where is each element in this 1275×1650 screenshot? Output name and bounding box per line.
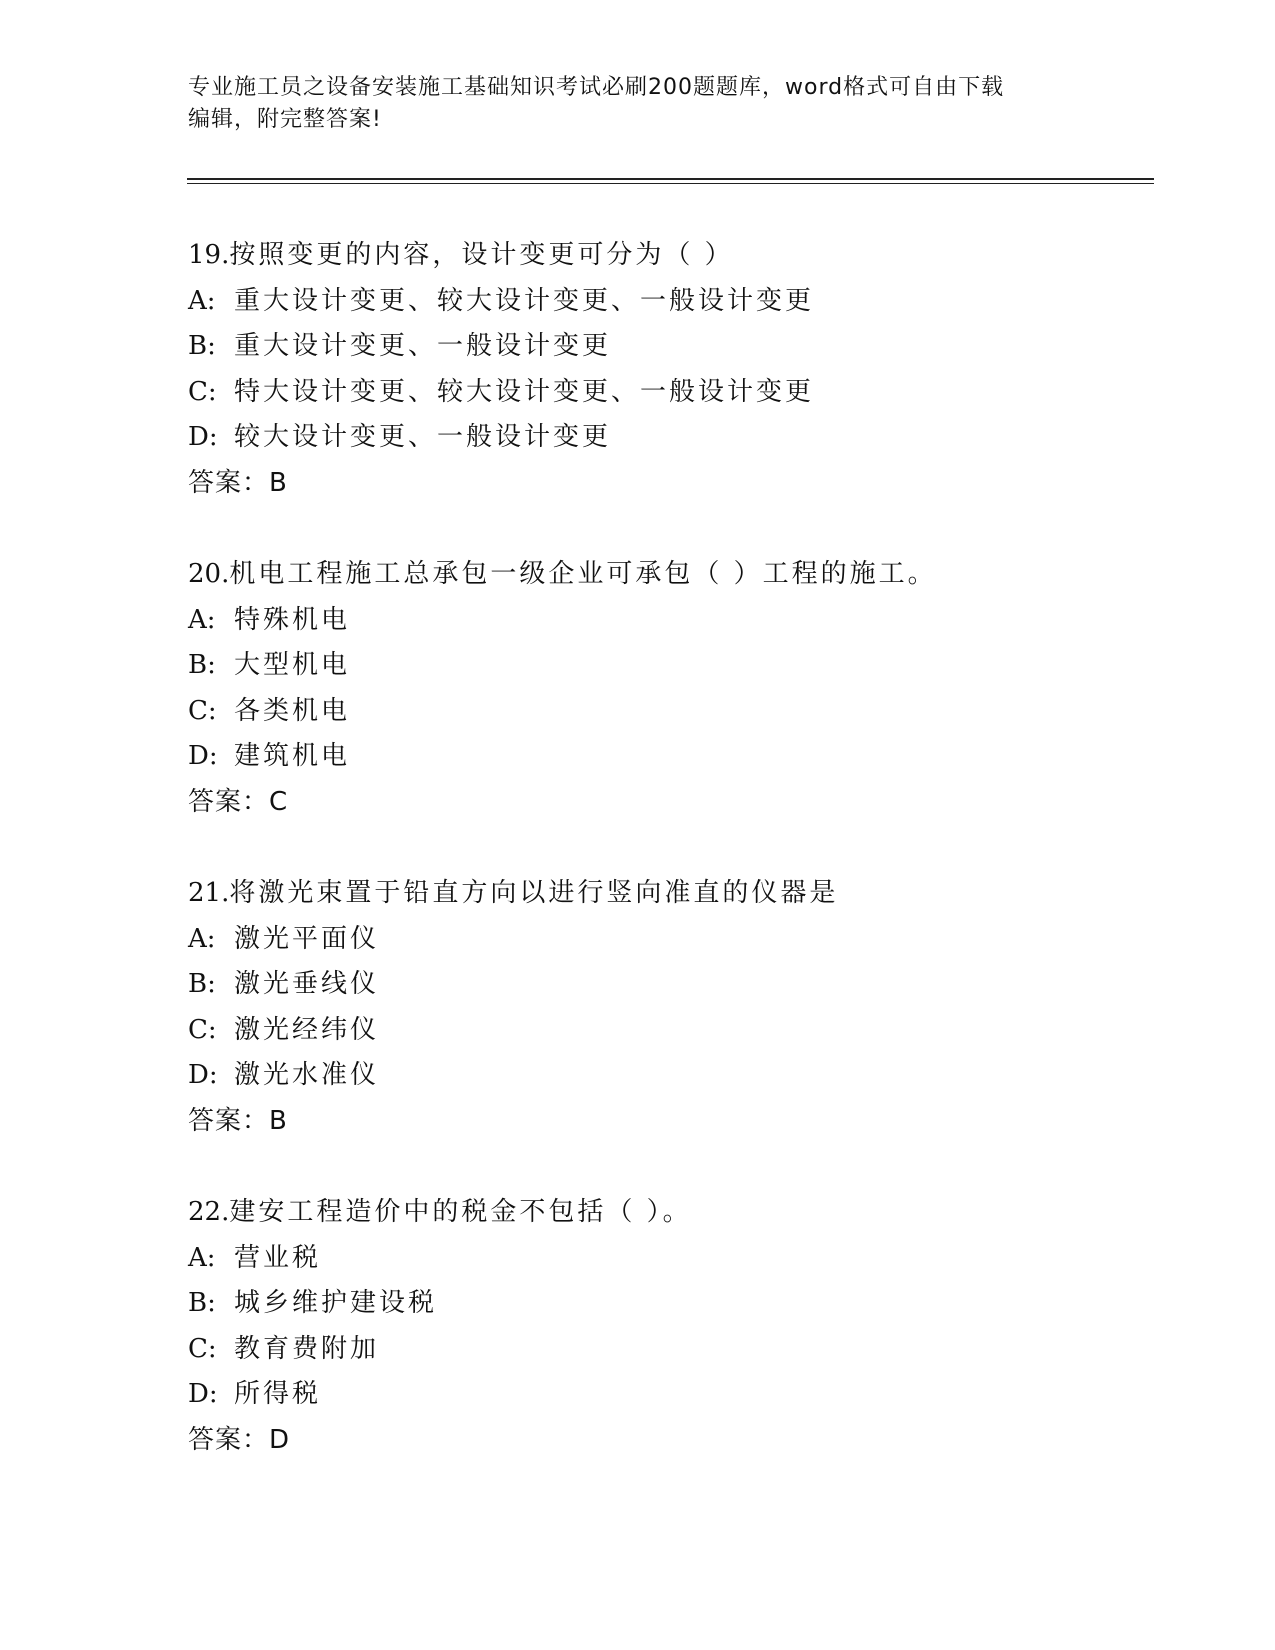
option-letter: A:: [188, 923, 216, 954]
option-letter: D:: [188, 741, 218, 772]
option-letter: A:: [188, 1242, 216, 1273]
option-a: [188, 598, 1148, 644]
question-text: 按照变更的内容，设计变更可分为（ ）: [229, 240, 734, 270]
option-b: [188, 1281, 1148, 1327]
question-19: [188, 233, 1148, 507]
option-c: [188, 1008, 1148, 1054]
option-letter: B:: [188, 1288, 216, 1319]
option-text: 激光平面仪: [234, 923, 380, 954]
option-text: 各类机电: [234, 695, 351, 726]
question-number: 19.: [188, 240, 230, 270]
question-text: 机电工程施工总承包一级企业可承包（ ）工程的施工。: [229, 559, 937, 589]
question-stem: [188, 233, 1148, 279]
answer-line: 答案：D: [188, 1424, 291, 1455]
option-text: 教育费附加: [234, 1333, 380, 1364]
option-text: 较大设计变更、一般设计变更: [234, 422, 612, 453]
option-letter: D:: [188, 1060, 218, 1091]
question-stem: [188, 1190, 1148, 1236]
option-text: 激光经纬仪: [234, 1014, 380, 1045]
option-b: [188, 643, 1148, 689]
option-letter: C:: [188, 695, 217, 726]
option-c: [188, 1327, 1148, 1373]
question-number: 21.: [188, 878, 230, 908]
question-stem: [188, 871, 1148, 917]
option-text: 城乡维护建设税: [234, 1288, 438, 1319]
option-letter: A:: [188, 285, 216, 316]
option-letter: B:: [188, 969, 216, 1000]
option-a: [188, 279, 1148, 325]
question-22: [188, 1190, 1148, 1464]
question-20: [188, 552, 1148, 826]
option-text: 营业税: [234, 1242, 322, 1273]
option-letter: D:: [188, 422, 218, 453]
option-text: 特大设计变更、较大设计变更、一般设计变更: [234, 376, 815, 407]
option-text: 重大设计变更、一般设计变更: [234, 331, 612, 362]
option-letter: C:: [188, 1333, 217, 1364]
question-text: 建安工程造价中的税金不包括（ ）。: [229, 1197, 692, 1227]
answer-line: 答案：C: [188, 786, 289, 817]
option-letter: B:: [188, 650, 216, 681]
question-21: [188, 871, 1148, 1145]
option-d: [188, 415, 1148, 461]
header-divider-top: [187, 178, 1154, 180]
option-text: 所得税: [234, 1379, 322, 1410]
option-text: 重大设计变更、较大设计变更、一般设计变更: [234, 285, 815, 316]
option-b: [188, 962, 1148, 1008]
answer-line: 答案：B: [188, 467, 288, 498]
option-text: 大型机电: [234, 650, 351, 681]
question-number: 20.: [188, 559, 230, 589]
option-c: [188, 370, 1148, 416]
header-divider-bottom: [187, 183, 1154, 184]
option-letter: C:: [188, 1014, 217, 1045]
option-letter: D:: [188, 1379, 218, 1410]
option-text: 激光水准仪: [234, 1060, 380, 1091]
option-c: [188, 689, 1148, 735]
question-number: 22.: [188, 1197, 230, 1227]
option-b: [188, 324, 1148, 370]
option-letter: A:: [188, 604, 216, 635]
option-d: [188, 1372, 1148, 1418]
document-header: [188, 72, 1068, 136]
option-letter: C:: [188, 376, 217, 407]
option-text: 特殊机电: [234, 604, 351, 635]
option-a: [188, 1236, 1148, 1282]
header-line-1: 专业施工员之设备安装施工基础知识考试必刷200题题库，word格式可自由下载: [188, 75, 1005, 100]
header-line-2: 编辑，附完整答案!: [188, 107, 382, 132]
option-d: [188, 734, 1148, 780]
answer-line: 答案：B: [188, 1105, 288, 1136]
question-stem: [188, 552, 1148, 598]
option-text: 激光垂线仪: [234, 969, 380, 1000]
option-letter: B:: [188, 331, 216, 362]
option-text: 建筑机电: [234, 741, 351, 772]
option-a: [188, 917, 1148, 963]
option-d: [188, 1053, 1148, 1099]
question-text: 将激光束置于铅直方向以进行竖向准直的仪器是: [229, 878, 839, 908]
